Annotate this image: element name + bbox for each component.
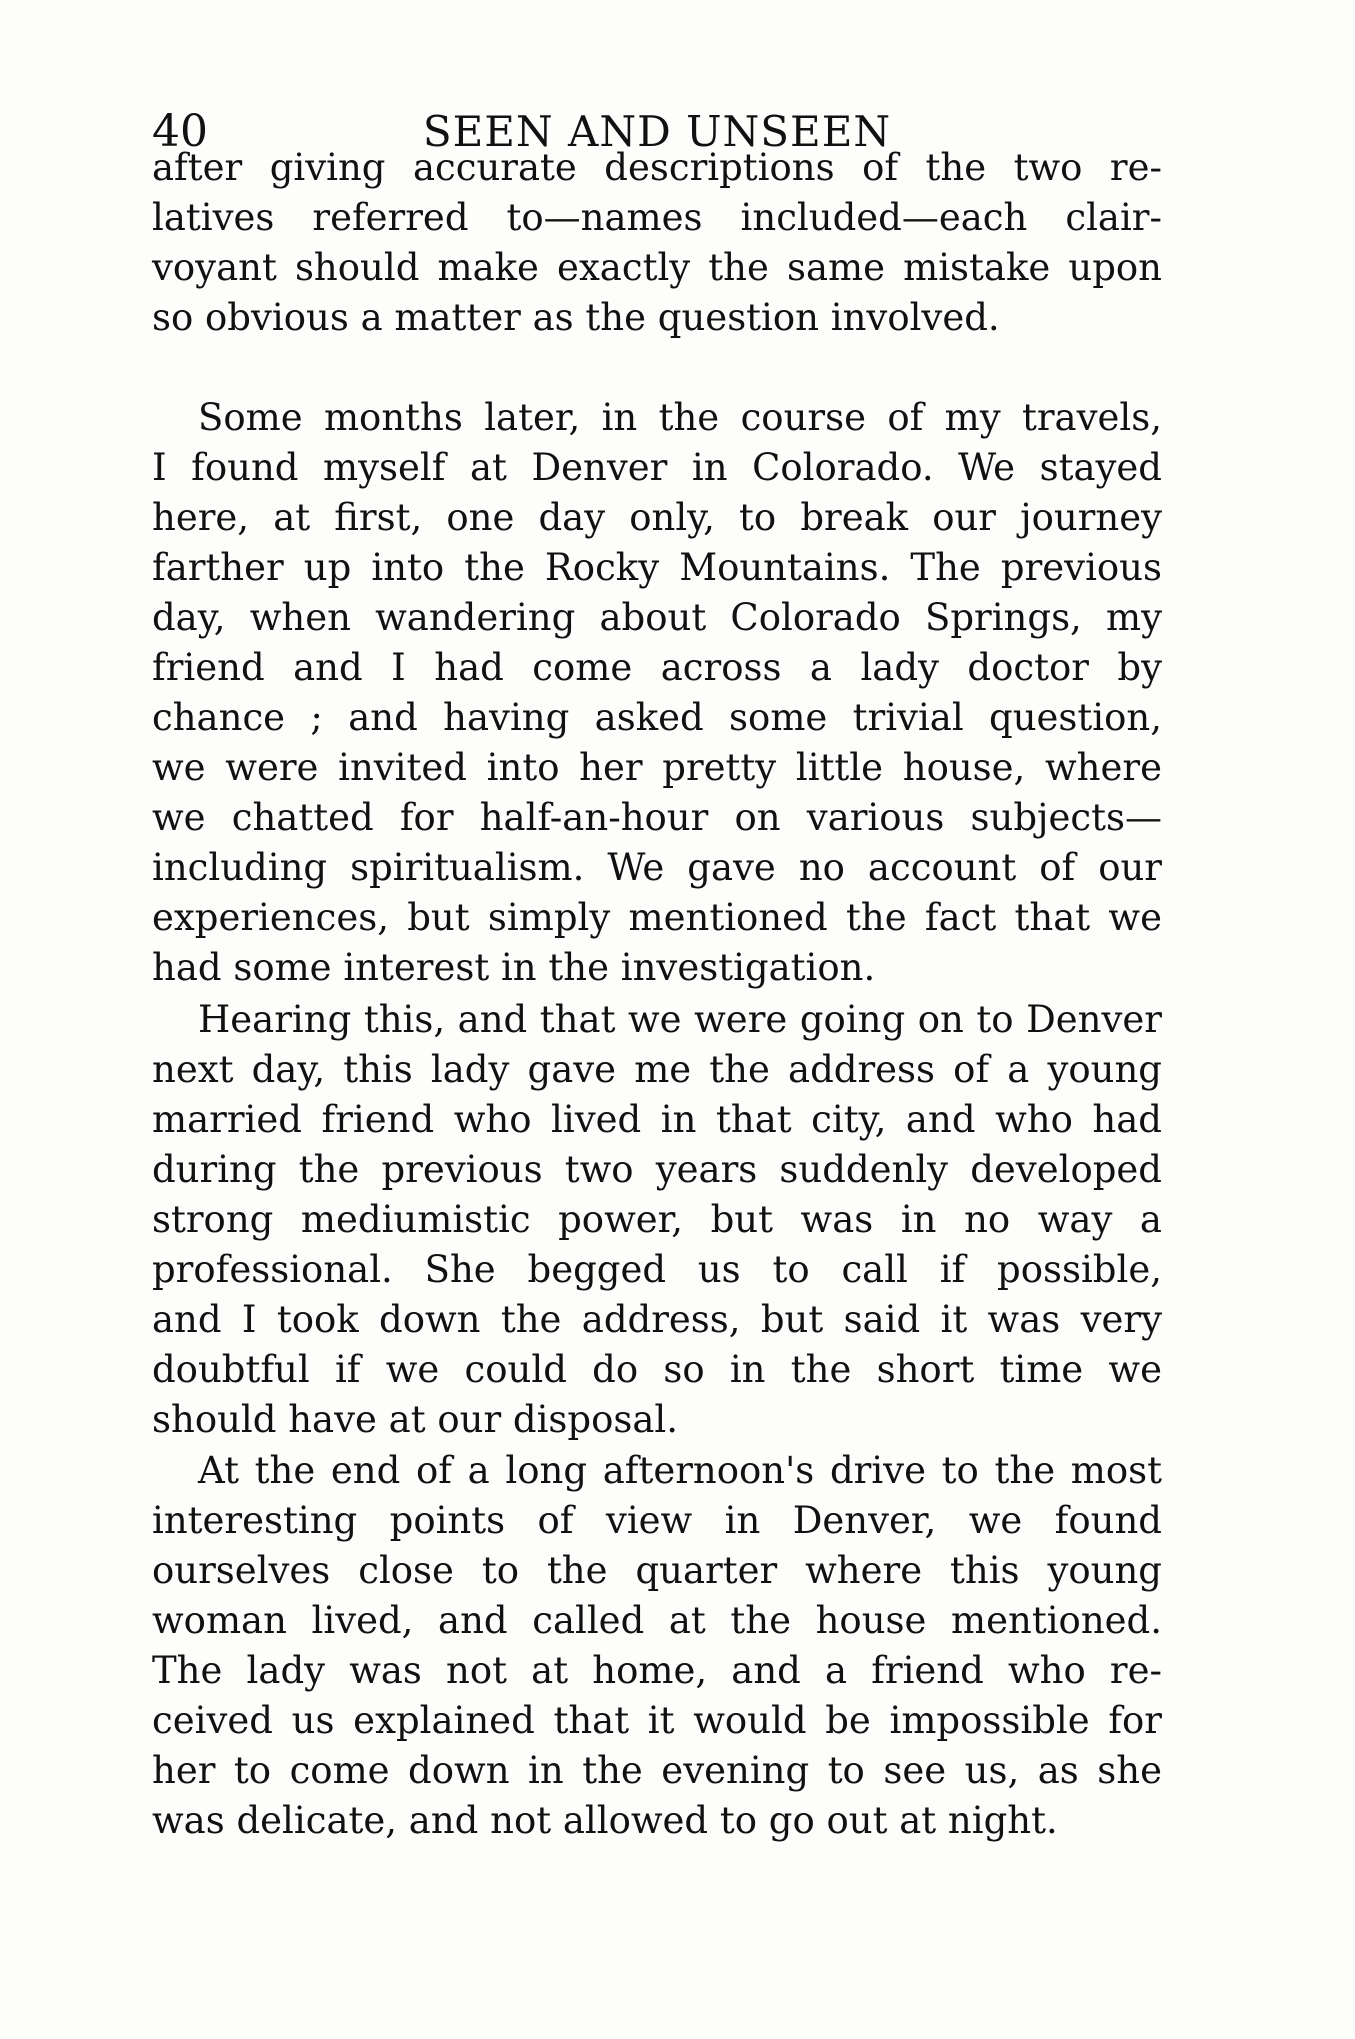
text-line: friend and I had come across a lady doctor by xyxy=(152,646,1162,689)
paragraph-2 xyxy=(152,393,1162,993)
text-line: interesting points of view in Denver, we found xyxy=(152,1499,1162,1542)
text-line: strong mediumistic power, but was in no way a xyxy=(152,1198,1162,1241)
text-line: we chatted for half-an-hour on various subjects— xyxy=(152,796,1162,839)
text-line: next day, this lady gave me the address of a young xyxy=(152,1048,1162,1091)
text-line: so obvious a matter as the question involved. xyxy=(152,296,1000,339)
text-line: chance ; and having asked some trivial question, xyxy=(152,696,1162,739)
text-line: including spiritualism. We gave no account of our xyxy=(152,846,1162,889)
text-line: doubtful if we could do so in the short time we xyxy=(152,1348,1162,1391)
text-line: her to come down in the evening to see us, as she xyxy=(152,1749,1162,1792)
text-line: voyant should make exactly the same mistake upon xyxy=(152,246,1162,289)
text-line: had some interest in the investigation. xyxy=(152,946,876,989)
text-line: and I took down the address, but said it was very xyxy=(152,1298,1162,1341)
text-line: ceived us explained that it would be impossible for xyxy=(152,1699,1162,1742)
paragraph-4 xyxy=(152,1446,1162,1846)
text-line: day, when wandering about Colorado Springs, my xyxy=(152,596,1162,639)
text-line: experiences, but simply mentioned the fact that we xyxy=(152,896,1162,939)
paragraph-1 xyxy=(152,143,1162,343)
text-line: Some months later, in the course of my travels, xyxy=(198,396,1162,439)
text-line: married friend who lived in that city, and who had xyxy=(152,1098,1162,1141)
text-line: ourselves close to the quarter where this young xyxy=(152,1549,1162,1592)
text-line: I found myself at Denver in Colorado. We stayed xyxy=(152,446,1162,489)
text-line: At the end of a long afternoon's drive to the most xyxy=(198,1449,1162,1492)
text-line: we were invited into her pretty little house, where xyxy=(152,746,1162,789)
text-line: farther up into the Rocky Mountains. The previous xyxy=(152,546,1162,589)
text-line: latives referred to—names included—each clair- xyxy=(152,196,1162,239)
running-head: SEEN AND UNSEEN xyxy=(422,107,892,156)
text-line: Hearing this, and that we were going on to Denver xyxy=(198,998,1162,1041)
paragraph-3 xyxy=(152,995,1162,1445)
text-line: should have at our disposal. xyxy=(152,1398,679,1441)
text-line: was delicate, and not allowed to go out at night. xyxy=(152,1799,1058,1842)
text-line: woman lived, and called at the house mentioned. xyxy=(152,1599,1162,1642)
text-line: after giving accurate descriptions of the two re- xyxy=(152,146,1162,189)
page-number: 40 xyxy=(152,106,208,157)
text-line: The lady was not at home, and a friend who re- xyxy=(152,1649,1162,1692)
text-line: professional. She begged us to call if possible, xyxy=(152,1248,1162,1291)
text-line: during the previous two years suddenly developed xyxy=(152,1148,1162,1191)
text-line: here, at first, one day only, to break our journey xyxy=(152,496,1162,539)
